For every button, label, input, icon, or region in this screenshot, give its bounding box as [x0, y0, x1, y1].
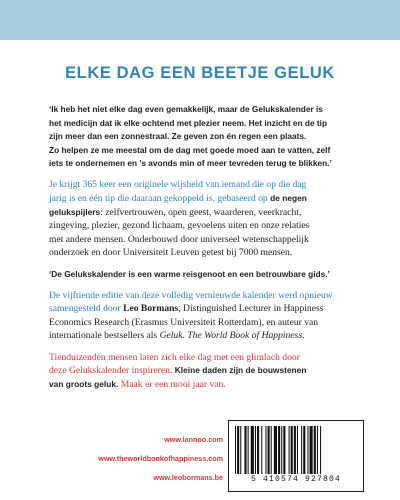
barcode-bar — [255, 426, 256, 474]
barcode-bar — [248, 426, 249, 474]
barcode-bar — [240, 426, 241, 474]
pillars-highlight: de negen — [270, 193, 307, 204]
para-text: jarig is en één tip die daaraan gekoppeld is, gebaseerd op — [49, 193, 268, 205]
quote-line: het medicijn dat ik elke ochtend met plezier neem. Het inzicht en de tip — [49, 117, 328, 128]
barcode-bar — [289, 426, 290, 474]
barcode-bar — [257, 426, 259, 474]
barcode-bar — [320, 426, 321, 474]
book-title: The World Book of Happiness — [187, 330, 303, 342]
barcode-bar — [274, 426, 277, 474]
barcode-bar — [265, 426, 266, 474]
para-text: . — [182, 330, 185, 342]
barcode — [228, 420, 364, 492]
author-name: Leo Bormans — [123, 303, 179, 315]
para-text: Tienduizenden mensen laten zich elke dag met een glimlach door — [49, 351, 300, 363]
pillars-highlight: gelukspijlers — [49, 206, 101, 217]
description-paragraph — [49, 178, 363, 260]
barcode-bar — [251, 426, 254, 474]
barcode-bar — [310, 426, 313, 474]
barcode-number: 5 410574 927804 — [250, 475, 341, 484]
barcode-bars — [235, 426, 357, 474]
barcode-bar — [271, 426, 272, 474]
quote-line: Zo helpen ze me meestal om de dag met goede moed aan te vatten, zelf — [49, 144, 331, 155]
closing-highlight: van groots geluk. — [49, 378, 119, 389]
testimonial-quote-2: ‘De Gelukskalender is een warme reisgenoot en een betrouwbare gids.’ — [49, 268, 330, 279]
quote-line: iets te ondernemen en ’s avonds min of meer tevreden terug te blikken.’ — [49, 158, 332, 169]
author-paragraph — [49, 289, 363, 343]
book-title: Geluk — [159, 330, 183, 342]
para-text: De vijftiende editie van deze volledig vernieuwde kalender werd opnieuw — [49, 289, 333, 301]
barcode-bar — [297, 426, 298, 474]
para-text: Economics Research (Erasmus Universiteit Rotterdam), en auteur van — [49, 316, 319, 328]
para-text: Je krijgt 365 keer een originele wijsheid van iemand die op die dag — [49, 179, 307, 191]
para-text: onderzoek en door Universiteit Leuven getest bij 7000 mensen. — [49, 247, 293, 259]
para-text: Maak er een mooi jaar van. — [120, 378, 226, 390]
quote-line: zijn meer dan een zonnestraal. Ze geven zon én regen een plaats. — [49, 131, 307, 142]
website-link[interactable]: www.leobormans.be — [153, 473, 223, 482]
barcode-bar — [244, 426, 246, 474]
barcode-bar — [314, 426, 316, 474]
barcode-bar — [307, 426, 308, 474]
barcode-bar — [261, 426, 262, 474]
barcode-bar — [301, 426, 302, 474]
para-text: . — [302, 330, 305, 342]
closing-highlight: Kleine daden zijn de bouwstenen — [174, 365, 307, 376]
website-link[interactable]: www.theworldbookofhappiness.com — [98, 454, 223, 463]
website-links — [53, 430, 223, 487]
para-text: : zelfvertrouwen, open geest, waarderen, veerkracht, — [100, 206, 302, 218]
barcode-bar — [291, 426, 293, 474]
quote-line: ‘Ik heb het niet elke dag even gemakkelijk, maar de Gelukskalender is — [49, 104, 323, 114]
barcode-bar — [237, 426, 239, 474]
para-text: zingeving, plezier, gezond lichaam, gevoelens uiten en onze relaties — [49, 220, 310, 232]
barcode-bar — [278, 426, 280, 474]
top-color-band — [0, 0, 400, 40]
barcode-bar — [281, 426, 282, 474]
cover-title: ELKE DAG EEN BEETJE GELUK — [65, 64, 335, 82]
para-text: samengesteld door — [49, 303, 121, 315]
para-text: deze Gelukskalender inspireren. — [49, 365, 173, 377]
barcode-bar — [317, 426, 318, 474]
barcode-bar — [268, 426, 270, 474]
para-text: internationale bestsellers als — [49, 330, 158, 342]
testimonial-quote — [49, 103, 363, 171]
barcode-bar — [303, 426, 305, 474]
barcode-bar — [283, 426, 285, 474]
barcode-bar — [294, 426, 296, 474]
para-text: met andere mensen. Onderbouwd door universeel wetenschappelijk — [49, 233, 309, 245]
barcode-bar — [235, 426, 236, 474]
back-cover-text — [49, 103, 363, 399]
website-link[interactable]: www.lannoo.com — [164, 435, 223, 444]
para-text: , Distinguished Lecturer in Happiness — [178, 303, 324, 315]
closing-paragraph — [49, 351, 363, 392]
